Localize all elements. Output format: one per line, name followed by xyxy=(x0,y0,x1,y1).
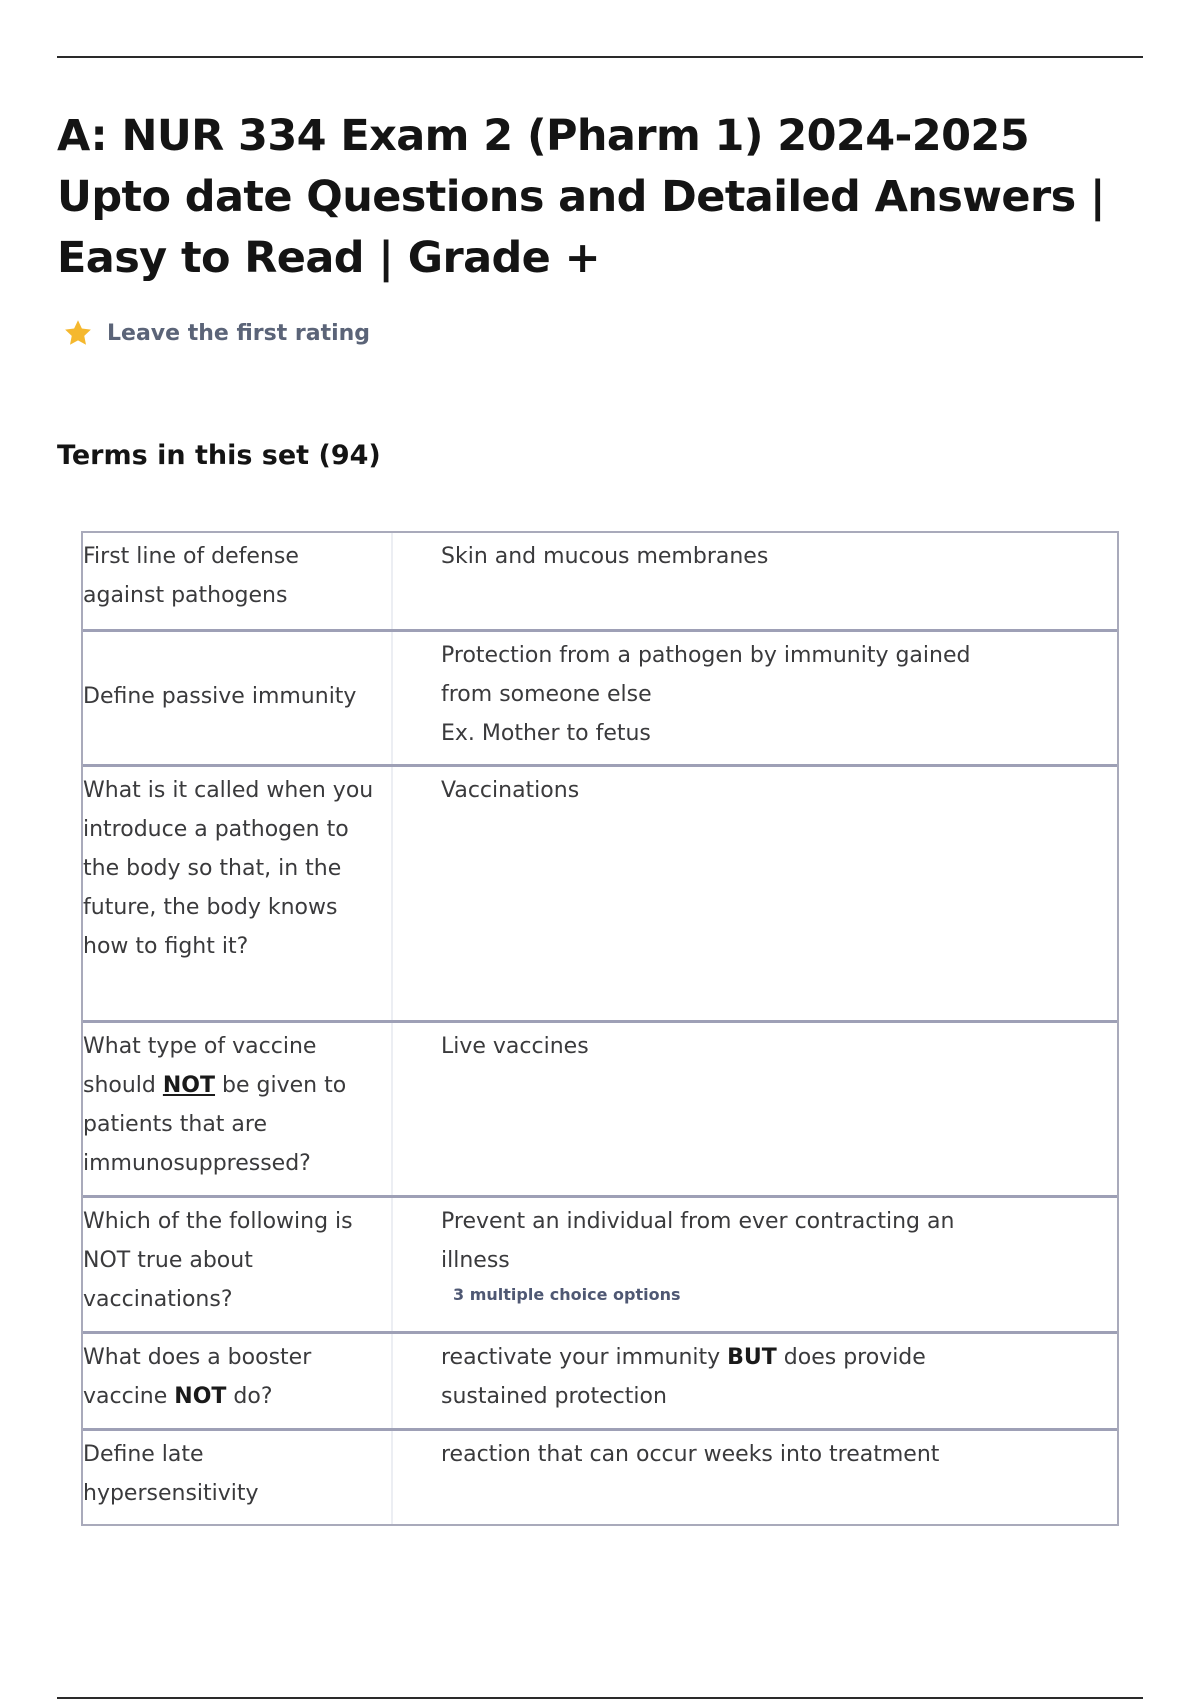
definition-text: reaction that can occur weeks into treatment xyxy=(441,1442,940,1467)
definition-text-part: does provide sustained protection xyxy=(441,1345,926,1409)
emphasis-but: BUT xyxy=(727,1345,777,1370)
term-text: Which of the following is NOT true about vaccinations? xyxy=(83,1198,393,1331)
definition-cell xyxy=(393,1198,1117,1331)
term-text-part: do? xyxy=(226,1384,273,1409)
definition-text: Live vaccines xyxy=(441,1034,589,1059)
term-text: First line of defense against pathogens xyxy=(83,533,393,629)
rating-link[interactable] xyxy=(63,318,370,348)
terms-table xyxy=(81,531,1119,1526)
definition-text xyxy=(393,1334,1117,1428)
star-icon xyxy=(63,318,93,348)
term-text: What is it called when you introduce a pathogen to the body so that, in the future, the body knows how to fight it? xyxy=(83,767,393,1020)
definition-text: Vaccinations xyxy=(441,778,580,803)
term-row xyxy=(83,1428,1117,1524)
emphasis-not: NOT xyxy=(174,1384,227,1409)
definition-line: Protection from a pathogen by immunity gained xyxy=(441,643,971,668)
page-title: A: NUR 334 Exam 2 (Pharm 1) 2024-2025 Upto date Questions and Detailed Answers | Easy to Read | Grade + xyxy=(57,111,1106,283)
definition-text: Prevent an individual from ever contracting an illness xyxy=(441,1209,955,1273)
term-row xyxy=(83,629,1117,764)
emphasis-not: NOT xyxy=(162,1073,216,1098)
term-row xyxy=(83,1331,1117,1428)
term-text: Define late hypersensitivity xyxy=(83,1431,393,1524)
definition-text: Skin and mucous membranes xyxy=(441,544,769,569)
definition-line: Ex. Mother to fetus xyxy=(441,721,651,746)
term-text-part: be given to patients that are immunosuppressed? xyxy=(83,1073,347,1176)
terms-heading: Terms in this set (94) xyxy=(57,440,381,471)
definition-line: from someone else xyxy=(441,682,652,707)
term-text xyxy=(83,1334,393,1428)
term-text-part: What type of vaccine should xyxy=(83,1034,317,1098)
term-row xyxy=(83,764,1117,1020)
term-text: Define passive immunity xyxy=(83,632,393,764)
term-row xyxy=(83,1020,1117,1195)
bottom-divider xyxy=(57,1697,1143,1699)
multiple-choice-options-link[interactable]: 3 multiple choice options xyxy=(453,1285,681,1304)
term-row xyxy=(83,1195,1117,1331)
rating-prompt[interactable]: Leave the first rating xyxy=(107,320,371,346)
term-row xyxy=(83,533,1117,629)
term-text xyxy=(83,1023,393,1195)
top-divider xyxy=(57,56,1143,58)
definition-text-part: reactivate your immunity xyxy=(441,1345,728,1370)
term-text-part: What does a booster vaccine xyxy=(83,1345,312,1409)
definition-text xyxy=(393,632,1117,764)
